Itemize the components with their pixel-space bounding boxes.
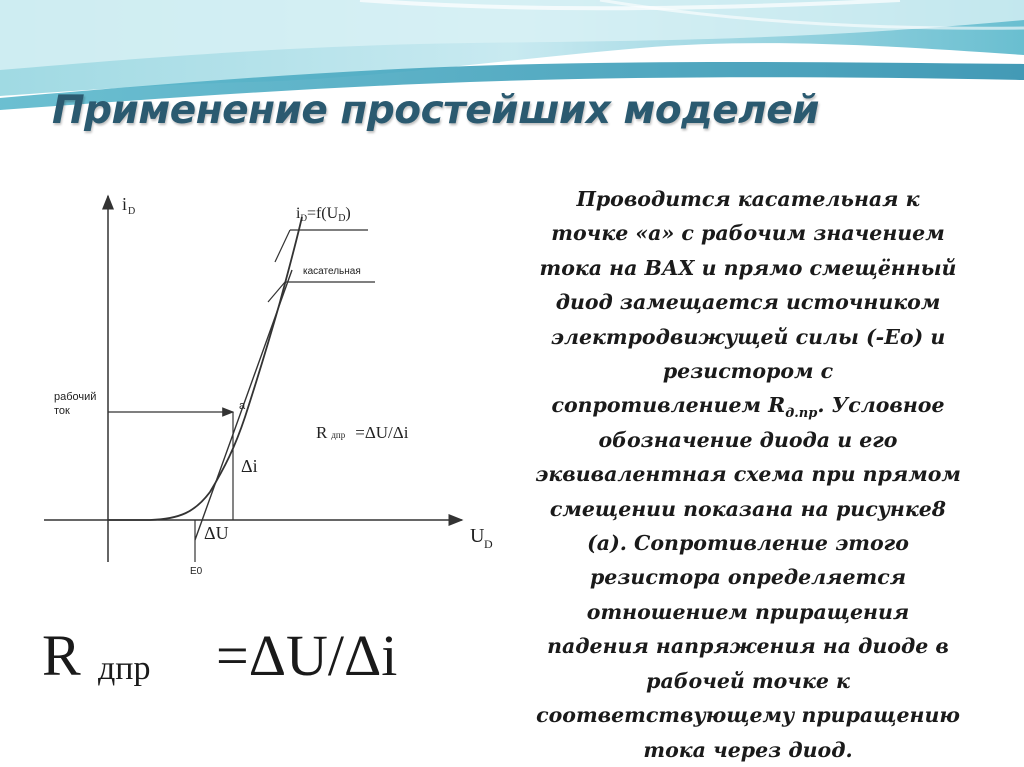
decorative-waves <box>0 0 1024 160</box>
formula-subscript: дпр <box>98 650 151 687</box>
y-axis-label-sub: D <box>128 206 136 217</box>
x-axis-label: U <box>470 525 485 547</box>
description-text <box>498 182 998 767</box>
desc-line: тока на ВАХ и прямо смещённый <box>539 255 957 280</box>
formula-ratio: =ΔU/Δi <box>216 623 398 688</box>
desc-text: . Условное <box>817 393 945 418</box>
iv-characteristic-graph <box>30 162 505 582</box>
desc-line: рабочей точке к <box>646 668 850 693</box>
r-symbol: R <box>768 393 786 418</box>
desc-line: диод замещается источником <box>555 290 941 315</box>
desc-line: эквивалентная схема при прямом <box>535 462 961 487</box>
desc-line: отношением приращения <box>586 599 910 624</box>
desc-line: резистором с <box>662 359 834 384</box>
y-axis-label: i <box>122 194 128 214</box>
tangent-label: касательная <box>303 266 361 277</box>
slide-title: Применение простейших моделей <box>52 88 820 133</box>
delta-i-label: Δi <box>241 456 258 476</box>
e0-label: E0 <box>190 566 203 577</box>
graph-canvas <box>30 162 505 582</box>
operating-current-label-2: ток <box>54 405 70 417</box>
desc-line: точке «а» с рабочим значением <box>551 221 945 246</box>
desc-line: Проводится касательная к <box>576 187 920 211</box>
x-axis-label-sub: D <box>484 537 493 551</box>
iv-curve <box>108 217 302 520</box>
formula-r-symbol: R <box>42 623 81 688</box>
desc-line-resistance <box>498 388 998 422</box>
desc-line: (а). Сопротивление этого <box>587 531 909 556</box>
delta-u-label: ΔU <box>204 523 229 543</box>
desc-text: сопротивлением <box>551 393 769 418</box>
graph-formula: Rдпр =ΔU/Δi <box>316 423 409 442</box>
operating-current-label-1: рабочий <box>54 391 97 403</box>
resistance-formula <box>34 612 474 702</box>
point-a-label: а <box>239 400 246 412</box>
desc-line: резистора определяется <box>589 565 907 590</box>
curve-label-leader <box>275 230 290 262</box>
desc-line: тока через диод. <box>643 737 853 762</box>
desc-line: электродвижущей силы (-Ео) и <box>550 324 946 349</box>
desc-line: падения напряжения на диоде в <box>547 634 949 659</box>
desc-line: соответствующему приращению <box>536 703 960 728</box>
desc-line: смещении показана на рисунке8 <box>549 496 947 521</box>
r-subscript: д.пр <box>785 406 818 422</box>
desc-line: обозначение диода и его <box>598 427 898 452</box>
curve-label: iD=f(UD) <box>296 205 351 224</box>
